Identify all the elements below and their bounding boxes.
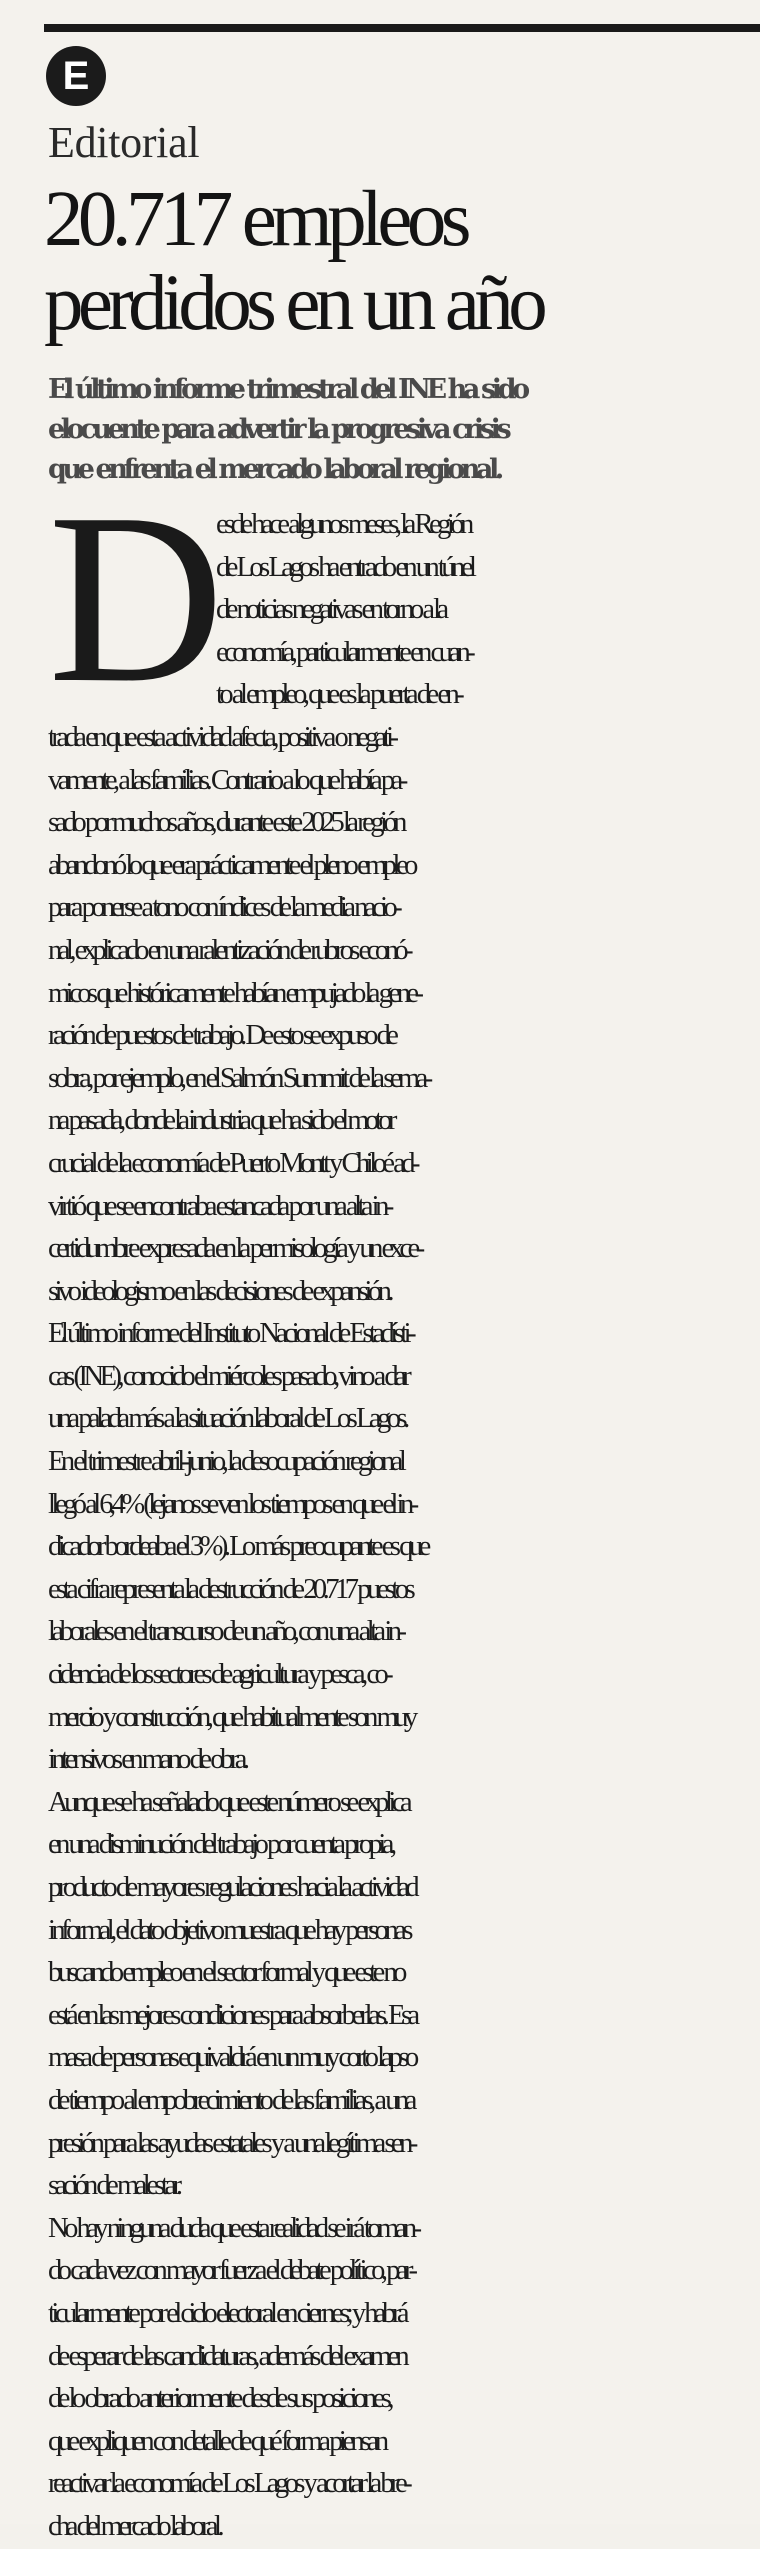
body-line: producto de mayores regulaciones hacia la actividad bbox=[48, 1872, 416, 1903]
body-line: buscando empleo en el sector formal y que este no bbox=[48, 1957, 403, 1989]
body-line: En el trimestre abril-junio, la desocupación regional bbox=[48, 1446, 403, 1478]
body-line: presión para las ayudas estatales y a una legítima sen- bbox=[48, 2127, 414, 2159]
body-line: trada en que esta actividad afecta, positiva o negati- bbox=[48, 721, 395, 753]
body-line: cha del mercado laboral. bbox=[48, 2510, 221, 2542]
section-label: Editorial bbox=[48, 118, 200, 167]
body-line: de tiempo al empobrecimiento de las familias, a una bbox=[48, 2084, 413, 2116]
headline bbox=[44, 178, 760, 346]
body-line: micos que históricamente habían empujado la gene- bbox=[48, 977, 420, 1009]
body-line: esta cifra representa la destrucción de 20.717 puestos bbox=[48, 1573, 412, 1605]
lead-line: que enfrenta el mercado laboral regional. bbox=[48, 454, 500, 485]
body-line: do cada vez con mayor fuerza el debate político, par- bbox=[48, 2255, 414, 2287]
body-line: virtió que se encontraba estancada por una alta in- bbox=[48, 1190, 390, 1222]
headline-line: 20.717 empleos bbox=[44, 176, 466, 263]
body-line: sobra, por ejemplo, en el Salmón Summit de la sema- bbox=[48, 1062, 429, 1094]
body-line: informal, el dato objetivo muestra que hay personas bbox=[48, 1914, 409, 1946]
body-line: dicador bordeaba el 3%). Lo más preocupante es que bbox=[48, 1531, 427, 1563]
body-line: intensivos en mano de obra. bbox=[48, 1744, 246, 1776]
body-line: ración de puestos de trabajo. De esto se expuso de bbox=[48, 1020, 395, 1052]
lead-line: elocuente para advertir la progresiva crisis bbox=[48, 414, 508, 445]
body-line: laborales en el transcurso de un año, con una alta in- bbox=[48, 1616, 403, 1648]
drop-cap: D bbox=[48, 463, 225, 733]
body-line: cidencia de los sectores de agricultura y pesca, co- bbox=[48, 1659, 390, 1691]
body-line: vamente, a las familias. Contrario a lo que había pa- bbox=[48, 764, 404, 796]
body-line: masa de personas equivaldrá en un muy corto lapso bbox=[48, 2042, 415, 2074]
body-line: en una disminución del trabajo por cuenta propia, bbox=[48, 1829, 393, 1861]
body-line: No hay ninguna duda que esta realidad se irá toman- bbox=[48, 2212, 418, 2244]
body-line: sado por muchos años, durante este 2025 la región bbox=[48, 807, 403, 839]
body-line: nal, explicado en una ralentización de rubros econó- bbox=[48, 934, 410, 966]
body-line: que expliquen con detalle de qué forma piensan bbox=[48, 2425, 385, 2457]
body-line: una palada más a la situación laboral de Los Lagos. bbox=[48, 1403, 406, 1435]
body-line: reactivar la economía de Los Lagos y acortar la bre- bbox=[48, 2468, 409, 2500]
body-line: esde hace algunos meses, la Región bbox=[216, 509, 470, 540]
body-line: de lo obrado anteriormente desde sus posiciones, bbox=[48, 2383, 390, 2415]
lead-line: El último informe trimestral del INE ha sido bbox=[48, 374, 526, 405]
body-line: abandonó lo que era prácticamente el pleno empleo bbox=[48, 849, 414, 881]
body-line: na pasada, donde la industria que ha sido el motor bbox=[48, 1105, 393, 1137]
body-line: para ponerse a tono con índices de la media nacio- bbox=[48, 892, 399, 924]
body-line: está en las mejores condiciones para absorberlas. Esa bbox=[48, 1999, 416, 2031]
body-line: certidumbre expresada en la permisología y un exce- bbox=[48, 1233, 421, 1265]
body-line: llegó al 6,4% (lejanos se ven los tiempos en que el in- bbox=[48, 1488, 415, 1520]
body-line: El último informe del Instituto Nacional de Estadísti- bbox=[48, 1318, 413, 1350]
body-line: de noticias negativas en torno a la bbox=[216, 594, 445, 626]
body-line: sivo ideologismo en las decisiones de expansión. bbox=[48, 1275, 391, 1307]
body-line: to al empleo, que es la puerta de en- bbox=[216, 679, 461, 711]
headline-line: perdidos en un año bbox=[44, 260, 543, 347]
body-line: Aunque se ha señalado que este número se explica bbox=[48, 1786, 409, 1818]
body-line: de Los Lagos ha entrado en un túnel bbox=[216, 551, 473, 583]
body-line: cas (INE), conocido el miércoles pasado, vino a dar bbox=[48, 1360, 408, 1392]
body-line: ticularmente por el ciclo electoral en ciernes; y habrá bbox=[48, 2297, 406, 2329]
body-line: crucial de la economía de Puerto Montt y Chiloé ad- bbox=[48, 1147, 417, 1179]
editorial-badge-icon: E bbox=[46, 46, 106, 106]
body-line: de esperar de las candidaturas, además del examen bbox=[48, 2340, 406, 2372]
body-line: mercio y construcción, que habitualmente son muy bbox=[48, 1701, 414, 1733]
article-body bbox=[48, 504, 760, 2549]
body-line: sación de malestar. bbox=[48, 2170, 179, 2202]
body-line: economía, particularmente en cuan- bbox=[216, 636, 472, 668]
top-rule bbox=[44, 24, 760, 32]
